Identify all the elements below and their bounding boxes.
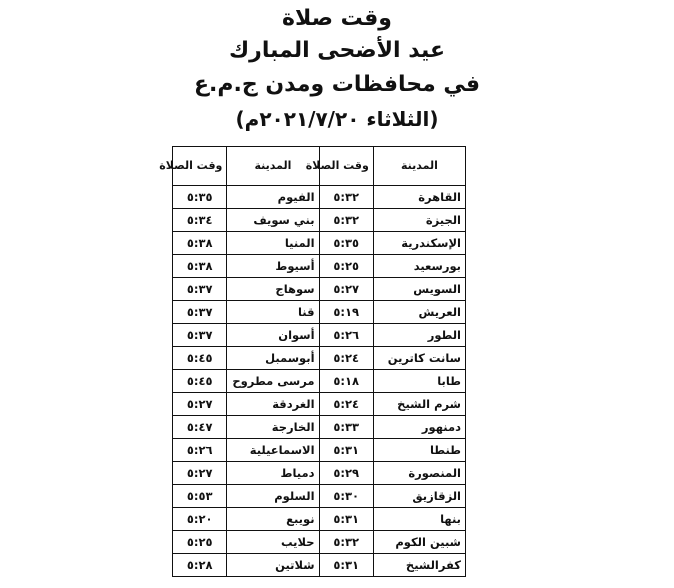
time-cell: ٥:٢٧ xyxy=(173,393,227,416)
city-header: المدينة xyxy=(227,147,319,186)
city-cell: أسوان xyxy=(227,324,319,347)
table-row xyxy=(173,439,466,462)
time-cell: ٥:٣١ xyxy=(319,554,373,577)
time-cell: ٥:٢٤ xyxy=(319,347,373,370)
city-cell: الجيزة xyxy=(373,209,465,232)
time-cell: ٥:١٨ xyxy=(319,370,373,393)
time-cell: ٥:٣٧ xyxy=(173,278,227,301)
time-cell: ٥:٤٥ xyxy=(173,370,227,393)
city-cell: شلاتين xyxy=(227,554,319,577)
time-cell: ٥:٤٧ xyxy=(173,416,227,439)
table-row xyxy=(173,186,466,209)
city-cell: مرسى مطروح xyxy=(227,370,319,393)
time-cell: ٥:٣٧ xyxy=(173,301,227,324)
title-line-2: عيد الأضحى المبارك xyxy=(229,38,445,63)
table-row xyxy=(173,531,466,554)
city-cell: حلايب xyxy=(227,531,319,554)
city-cell: أبوسمبل xyxy=(227,347,319,370)
city-cell: المنيا xyxy=(227,232,319,255)
time-cell: ٥:٣٨ xyxy=(173,255,227,278)
city-cell: بني سويف xyxy=(227,209,319,232)
city-cell: بنها xyxy=(373,508,465,531)
city-cell: الفيوم xyxy=(227,186,319,209)
time-header: وقت الصلاة xyxy=(173,147,227,186)
table-row xyxy=(173,324,466,347)
city-cell: الخارجة xyxy=(227,416,319,439)
city-cell: المنصورة xyxy=(373,462,465,485)
table-row xyxy=(173,278,466,301)
table-row xyxy=(173,255,466,278)
city-cell: سانت كاترين xyxy=(373,347,465,370)
city-cell: العريش xyxy=(373,301,465,324)
table-row xyxy=(173,416,466,439)
time-cell: ٥:٢٤ xyxy=(319,393,373,416)
time-cell: ٥:٢٦ xyxy=(173,439,227,462)
time-cell: ٥:٣٤ xyxy=(173,209,227,232)
city-header: المدينة xyxy=(373,147,465,186)
city-cell: شبين الكوم xyxy=(373,531,465,554)
table-header-row xyxy=(173,147,466,186)
time-cell: ٥:٣١ xyxy=(319,508,373,531)
time-cell: ٥:٣٠ xyxy=(319,485,373,508)
city-cell: القاهرة xyxy=(373,186,465,209)
city-cell: الغردقة xyxy=(227,393,319,416)
city-cell: الإسكندرية xyxy=(373,232,465,255)
time-cell: ٥:٣٢ xyxy=(319,209,373,232)
table-row xyxy=(173,370,466,393)
time-cell: ٥:٢٧ xyxy=(173,462,227,485)
time-cell: ٥:٣٧ xyxy=(173,324,227,347)
time-cell: ٥:٣٣ xyxy=(319,416,373,439)
time-cell: ٥:٢٥ xyxy=(173,531,227,554)
city-cell: سوهاج xyxy=(227,278,319,301)
time-cell: ٥:٣٨ xyxy=(173,232,227,255)
city-cell: كفرالشيخ xyxy=(373,554,465,577)
table-row xyxy=(173,508,466,531)
city-cell: بورسعيد xyxy=(373,255,465,278)
table-row xyxy=(173,347,466,370)
table-row xyxy=(173,209,466,232)
time-cell: ٥:٣٢ xyxy=(319,531,373,554)
title-line-1: وقت صلاة xyxy=(282,6,392,31)
time-cell: ٥:٢٧ xyxy=(319,278,373,301)
time-cell: ٥:٣٢ xyxy=(319,186,373,209)
table-row xyxy=(173,301,466,324)
city-cell: الزقازيق xyxy=(373,485,465,508)
table-body xyxy=(173,186,466,577)
table-row xyxy=(173,232,466,255)
title-line-4: (الثلاثاء ٢٠٢١/٧/٢٠م) xyxy=(235,107,439,131)
city-cell: أسيوط xyxy=(227,255,319,278)
city-cell: السويس xyxy=(373,278,465,301)
city-cell: دمنهور xyxy=(373,416,465,439)
city-cell: الطور xyxy=(373,324,465,347)
table-row xyxy=(173,393,466,416)
city-cell: طابا xyxy=(373,370,465,393)
city-cell: نويبع xyxy=(227,508,319,531)
city-cell: الاسماعيلية xyxy=(227,439,319,462)
time-cell: ٥:٢٦ xyxy=(319,324,373,347)
city-cell: شرم الشيخ xyxy=(373,393,465,416)
time-cell: ٥:١٩ xyxy=(319,301,373,324)
table-row xyxy=(173,462,466,485)
time-cell: ٥:٢٥ xyxy=(319,255,373,278)
city-cell: السلوم xyxy=(227,485,319,508)
prayer-times-table xyxy=(159,146,466,577)
city-cell: قنا xyxy=(227,301,319,324)
time-cell: ٥:٣١ xyxy=(319,439,373,462)
time-header: وقت الصلاة xyxy=(319,147,373,186)
table-row xyxy=(173,554,466,577)
time-cell: ٥:٤٥ xyxy=(173,347,227,370)
time-cell: ٥:٣٥ xyxy=(319,232,373,255)
title-line-3: في محافظات ومدن ج.م.ع xyxy=(193,72,481,97)
time-cell: ٥:٢٩ xyxy=(319,462,373,485)
time-cell: ٥:٣٥ xyxy=(173,186,227,209)
time-cell: ٥:٢٨ xyxy=(173,554,227,577)
city-cell: دمياط xyxy=(227,462,319,485)
time-cell: ٥:٢٠ xyxy=(173,508,227,531)
table-row xyxy=(173,485,466,508)
city-cell: طنطا xyxy=(373,439,465,462)
time-cell: ٥:٥٣ xyxy=(173,485,227,508)
